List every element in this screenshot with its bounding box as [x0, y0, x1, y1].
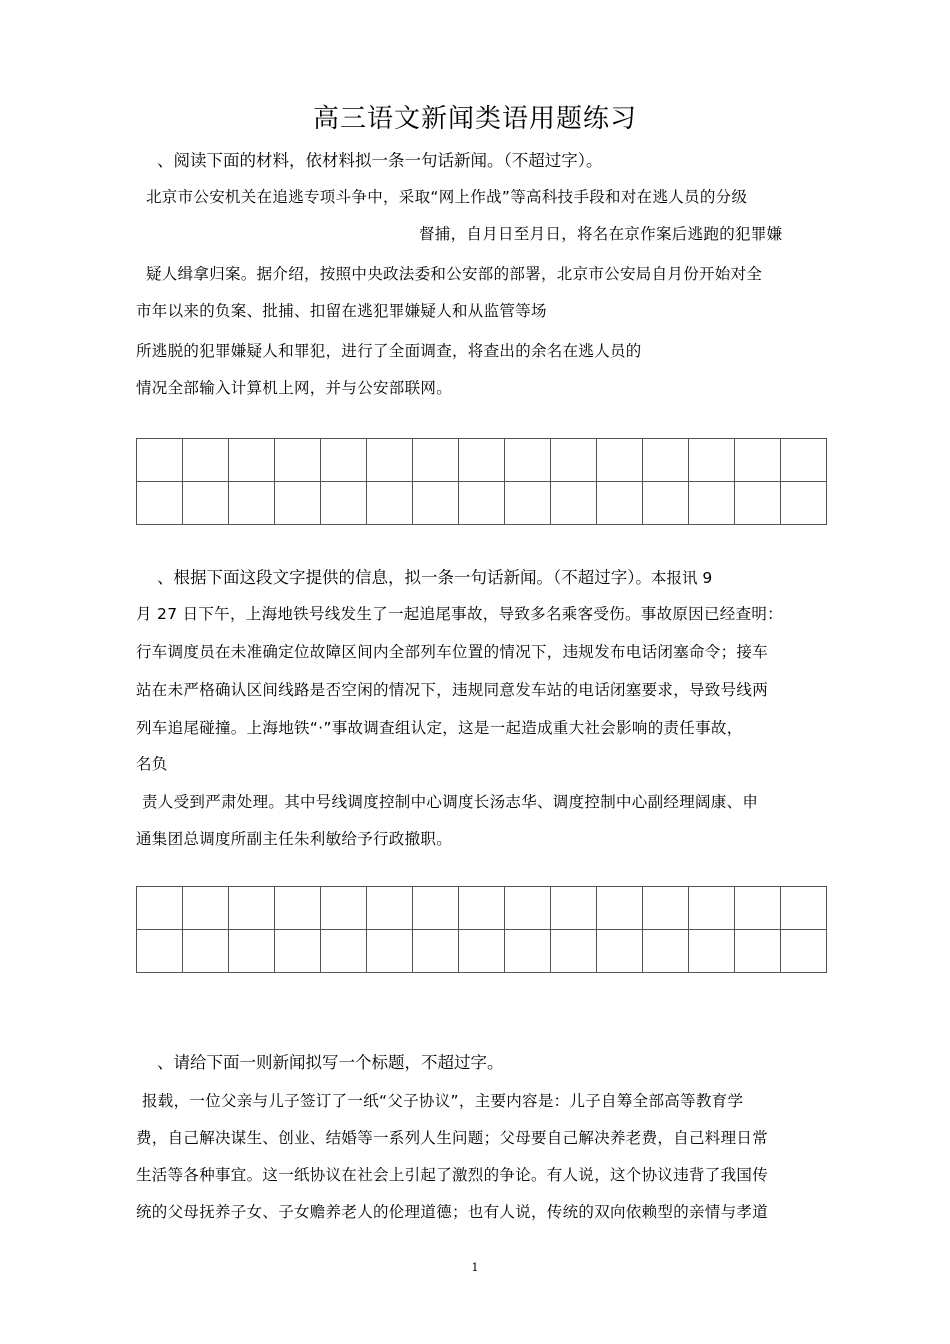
section1-line: 情况全部输入计算机上网，并与公安部联网。 — [136, 379, 453, 397]
section2-question — [157, 564, 712, 588]
section2-line: 名负 — [136, 755, 168, 773]
section2-line: 通集团总调度所副主任朱利敏给予行政撤职。 — [136, 830, 453, 848]
page-number: 1 — [471, 1261, 479, 1274]
section1-line: 督捕，自月日至月日，将名在京作案后逃跑的犯罪嫌 — [419, 225, 783, 243]
grid-row — [137, 887, 827, 930]
answer-grid-1[interactable] — [136, 438, 827, 525]
grid-row — [137, 439, 827, 482]
section1-line: 所逃脱的犯罪嫌疑人和罪犯，进行了全面调查，将查出的余名在逃人员的 — [136, 342, 642, 360]
section1-question: 、阅读下面的材料，依材料拟一条一句话新闻。（不超过字）。 — [157, 151, 603, 170]
section3-line: 生活等各种事宜。这一纸协议在社会上引起了激烈的争论。有人说，这个协议违背了我国传 — [136, 1166, 769, 1184]
section2-lead: 。本报讯 9 — [635, 569, 713, 587]
section3-line: 统的父母抚养子女、子女赡养老人的伦理道德；也有人说，传统的双向依赖型的亲情与孝道 — [136, 1203, 769, 1221]
section2-line: 行车调度员在未准确定位故障区间内全部列车位置的情况下，违规发布电话闭塞命令；接车 — [136, 643, 769, 661]
grid-row — [137, 930, 827, 973]
section2-line: 列车追尾碰撞。上海地铁“·”事故调查组认定，这是一起造成重大社会影响的责任事故， — [136, 719, 743, 737]
section3-line: 费，自己解决谋生、创业、结婚等一系列人生问题；父母要自己解决养老费，自己料理日常 — [136, 1129, 769, 1147]
grid-row — [137, 482, 827, 525]
section3-line: 报载，一位父亲与儿子签订了一纸“父子协议”，主要内容是：儿子自筹全部高等教育学 — [142, 1092, 744, 1110]
section1-line: 北京市公安机关在追逃专项斗争中，采取“网上作战”等高科技手段和对在逃人员的分级 — [146, 188, 748, 206]
section2-line: 站在未严格确认区间线路是否空闲的情况下，违规同意发车站的电话闭塞要求，导致号线两 — [136, 681, 769, 699]
section1-line: 疑人缉拿归案。据介绍，按照中央政法委和公安部的部署，北京市公安局自月份开始对全 — [146, 265, 763, 283]
page-title: 高三语文新闻类语用题练习 — [312, 104, 637, 134]
section1-line: 市年以来的负案、批捕、扣留在逃犯罪嫌疑人和从监管等场 — [136, 302, 547, 320]
section2-line: 月 27 日下午，上海地铁号线发生了一起追尾事故，导致多名乘客受伤。事故原因已经查明： — [136, 605, 783, 623]
section2-question-text: 、根据下面这段文字提供的信息，拟一条一句话新闻。（不超过字） — [157, 568, 636, 587]
section3-question: 、请给下面一则新闻拟写一个标题，不超过字。 — [157, 1053, 504, 1072]
section2-line: 责人受到严肃处理。其中号线调度控制中心调度长汤志华、调度控制中心副经理阔康、申 — [142, 793, 759, 811]
answer-grid-2[interactable] — [136, 886, 827, 973]
